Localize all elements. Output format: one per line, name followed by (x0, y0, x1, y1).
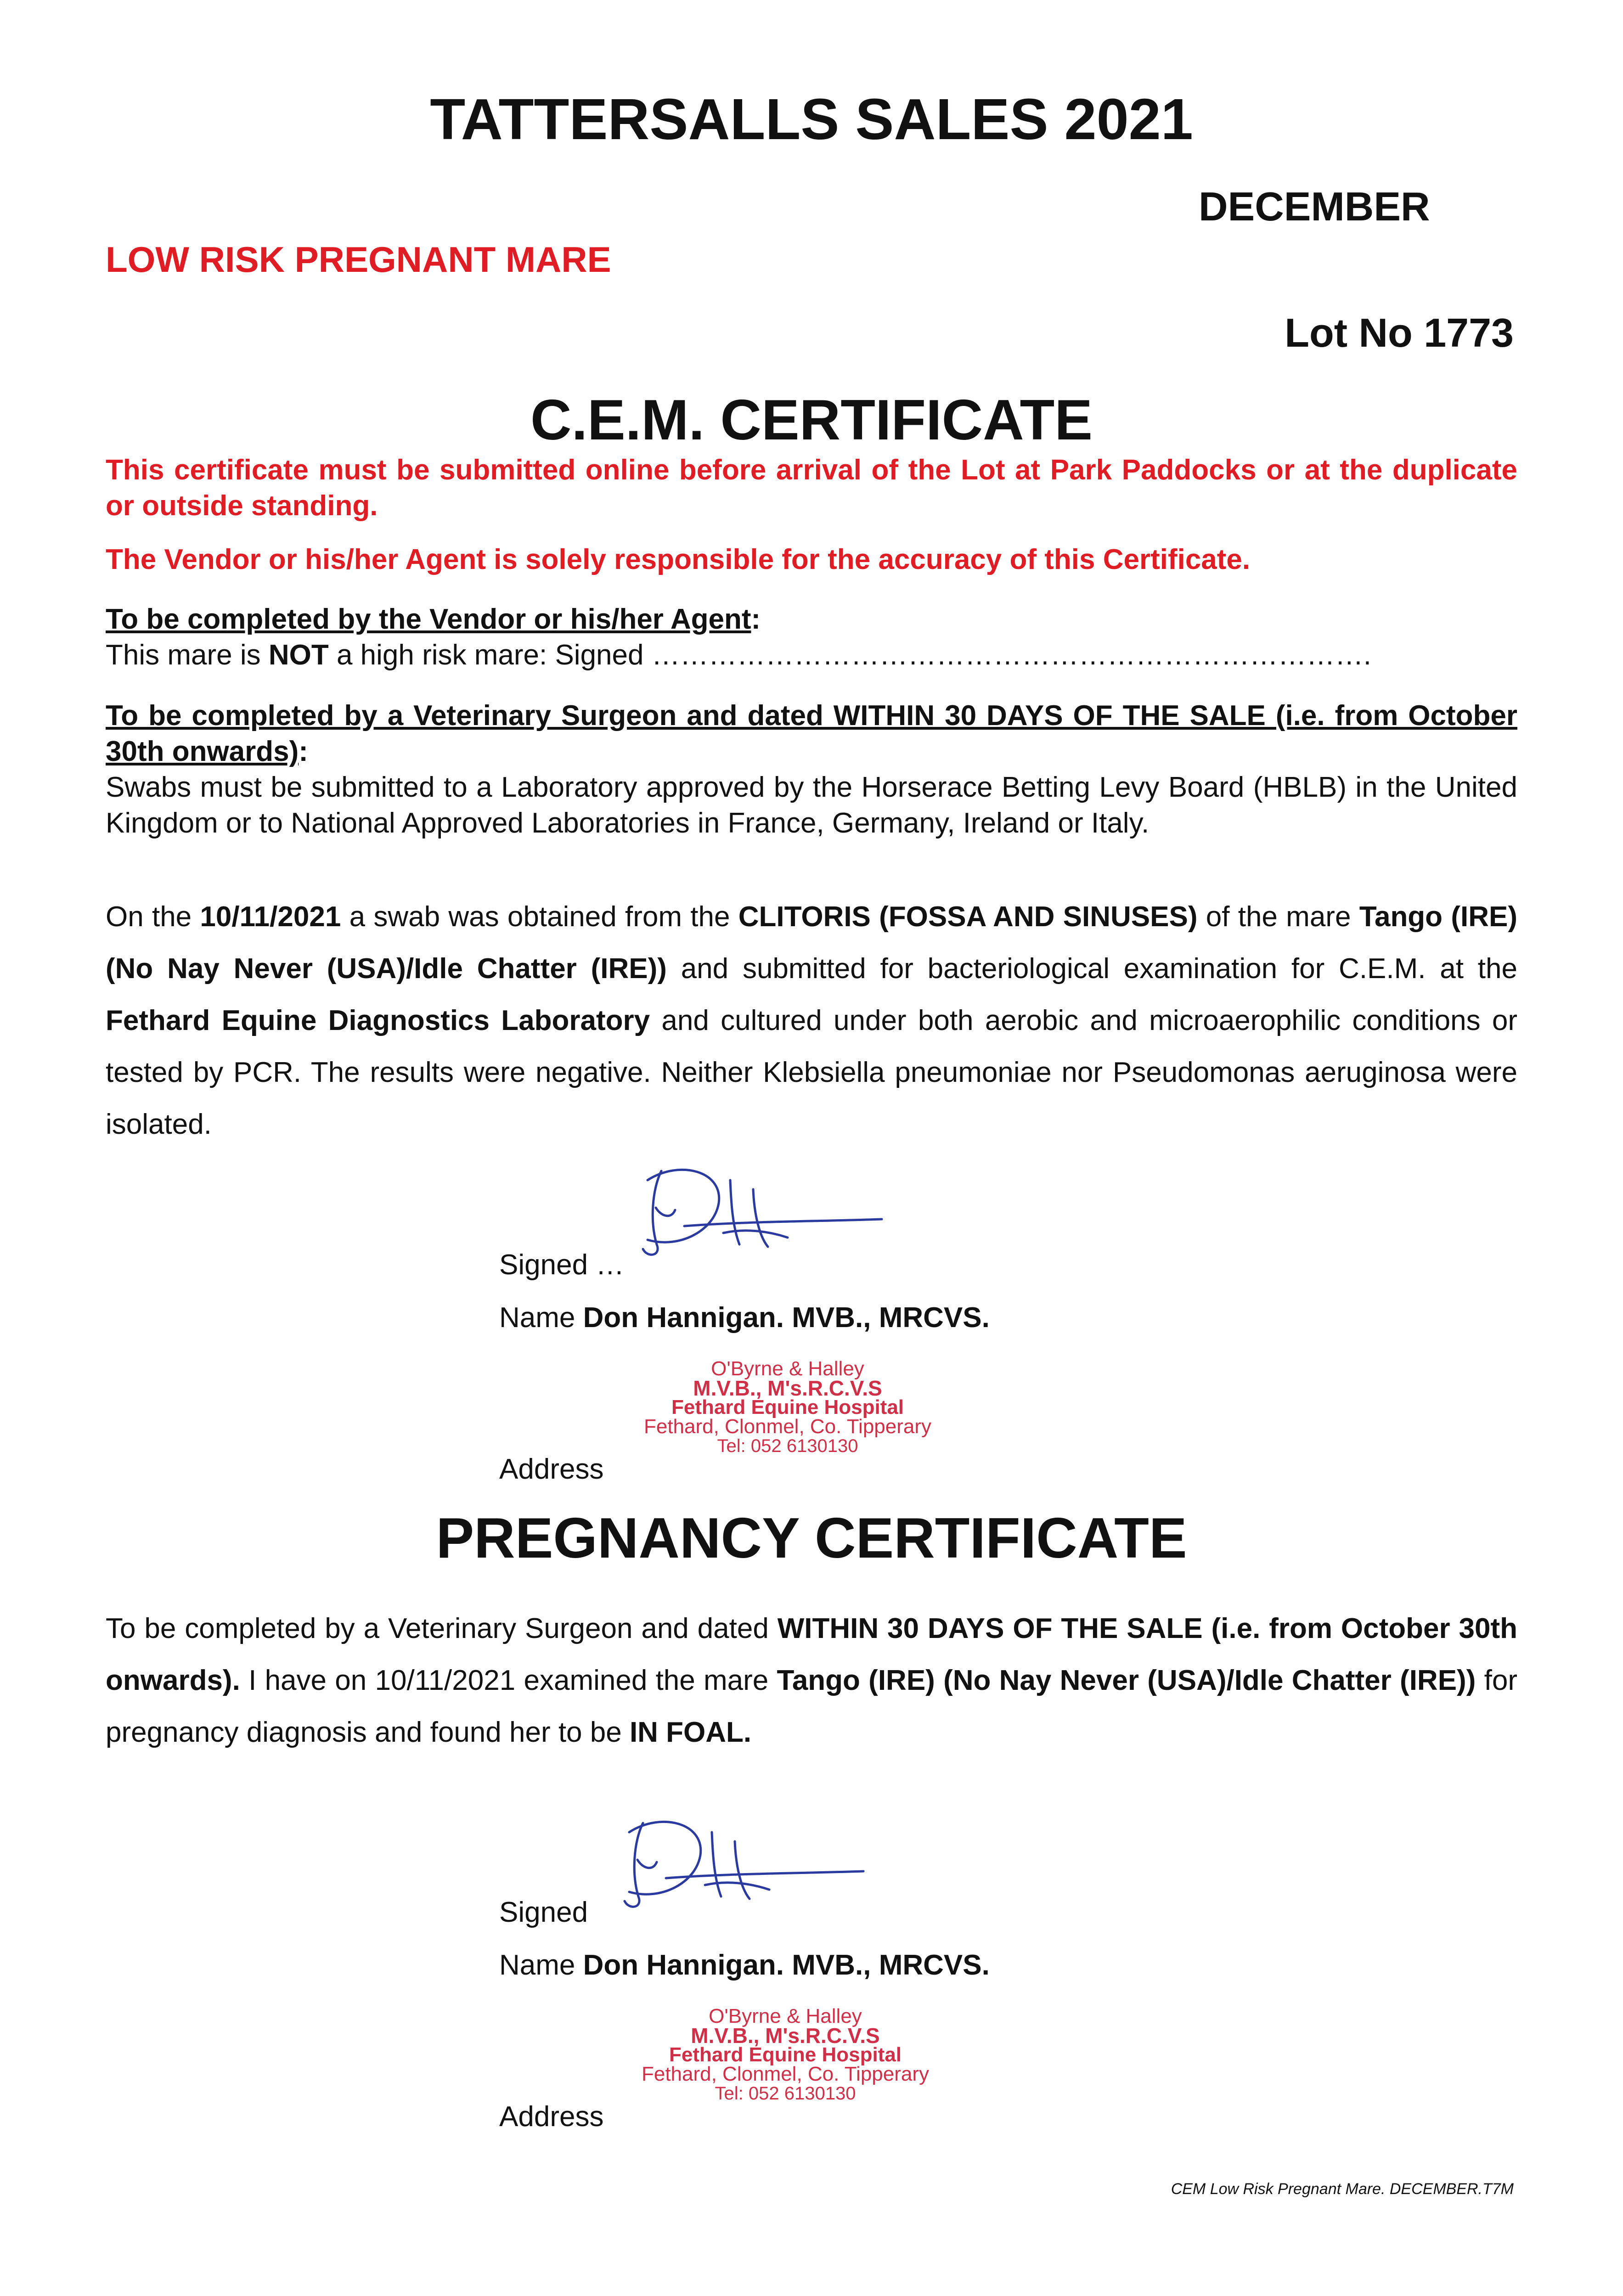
laboratory-name: Fethard Equine Diagnostics Laboratory (106, 1005, 650, 1036)
cem-statement (106, 891, 1517, 1150)
cem-certificate-title: C.E.M. CERTIFICATE (530, 388, 1093, 452)
stamp-line: M.V.B., M's.R.C.V.S (691, 2024, 880, 2048)
swab-site: CLITORIS (FOSSA AND SINUSES) (738, 901, 1198, 933)
cem-signed-label: Signed … (499, 1249, 625, 1281)
vendor-heading-colon: : (751, 603, 761, 635)
vet-heading (106, 698, 1517, 770)
pregnancy-signature (611, 1805, 868, 1915)
vendor-section (106, 602, 1517, 673)
cem-address-label: Address (499, 1453, 604, 1485)
cem-signature (629, 1153, 886, 1263)
cem-statement-text: On the (106, 901, 200, 933)
veterinary-section (106, 698, 1517, 841)
pregnancy-statement-text: I have on 10/11/2021 examined the mare (240, 1665, 777, 1696)
stamp-line: Fethard Equine Hospital (669, 2043, 902, 2066)
vet-heading-text: To be completed by a Veterinary Surgeon and dated WITHIN 30 DAYS OF THE SALE (i.e. from October 30th onwards) (106, 700, 1517, 767)
stamp-line: O'Byrne & Halley (711, 1357, 864, 1380)
stamp-line: Tel: 052 6130130 (717, 1436, 858, 1456)
cem-statement-text: and cultured under both aerobic and microaerophilic conditions or tested by PCR. The results were negative. Neither Klebsiella pneumoniae nor Pseudomonas aeruginosa were isolated. (106, 1005, 1517, 1140)
cem-vet-name (499, 1300, 990, 1336)
risk-category-label: LOW RISK PREGNANT MARE (106, 239, 611, 280)
cem-statement-text: of the mare (1197, 901, 1359, 933)
pregnancy-statement-text: To be completed by a Veterinary Surgeon and dated (106, 1613, 778, 1644)
swab-date: 10/11/2021 (200, 901, 341, 933)
stamp-line: M.V.B., M's.R.C.V.S (693, 1376, 882, 1400)
vendor-declaration (106, 637, 1517, 673)
vet-note: Swabs must be submitted to a Laboratory approved by the Horserace Betting Levy Board (HBLB) in the United Kingdom or to National Approved Laboratories in France, Germany, Ireland or Italy. (106, 771, 1517, 839)
stamp-line: O'Byrne & Halley (709, 2005, 862, 2027)
pregnancy-statement (106, 1603, 1517, 1758)
pregnancy-certificate-title: PREGNANCY CERTIFICATE (436, 1507, 1187, 1570)
name-label: Name (499, 1949, 583, 1981)
sale-month: DECEMBER (1199, 184, 1430, 229)
pregnancy-signed-label: Signed (499, 1896, 588, 1928)
vet-heading-colon: : (299, 736, 308, 767)
vendor-heading-text: To be completed by the Vendor or his/her Agent (106, 603, 751, 635)
cem-statement-text: a swab was obtained from the (341, 901, 738, 933)
document-footer: CEM Low Risk Pregnant Mare. DECEMBER.T7M (1171, 2180, 1514, 2198)
submission-notice: This certificate must be submitted online before arrival of the Lot at Park Paddocks or at the duplicate or outside standing. (106, 454, 1517, 522)
document-title: TATTERSALLS SALES 2021 (430, 87, 1193, 152)
vet-name-value: Don Hannigan. MVB., MRCVS. (583, 1302, 990, 1334)
practice-stamp (611, 2007, 960, 2103)
mare-name: Tango (IRE) (No Nay Never (USA)/Idle Chatter (IRE)) (106, 901, 1517, 985)
vendor-line-pre: This mare is (106, 639, 269, 671)
stamp-line: Fethard, Clonmel, Co. Tipperary (641, 2063, 930, 2085)
vendor-line-not: NOT (268, 639, 329, 671)
vendor-heading (106, 602, 1517, 637)
deadline-text: WITHIN 30 DAYS OF THE SALE (i.e. from October 30th onwards). (106, 1613, 1517, 1696)
vendor-line-post: a high risk mare: Signed …………………………………………………………………. (328, 639, 1371, 671)
stamp-line: Fethard Equine Hospital (671, 1396, 904, 1418)
name-label: Name (499, 1302, 583, 1334)
stamp-line: Fethard, Clonmel, Co. Tipperary (643, 1415, 932, 1438)
pregnancy-result: IN FOAL. (629, 1716, 752, 1748)
pregnancy-address-label: Address (499, 2101, 604, 2133)
vet-name-value: Don Hannigan. MVB., MRCVS. (583, 1949, 990, 1981)
cem-statement-text: and submitted for bacteriological examination for C.E.M. at the (666, 953, 1517, 985)
responsibility-notice: The Vendor or his/her Agent is solely responsible for the accuracy of this Certificate. (106, 544, 1251, 575)
mare-name: Tango (IRE) (No Nay Never (USA)/Idle Chatter (IRE)) (777, 1665, 1476, 1696)
pregnancy-vet-name (499, 1947, 990, 1984)
practice-stamp (613, 1359, 962, 1456)
stamp-line: Tel: 052 6130130 (715, 2083, 856, 2104)
pregnancy-statement-text: for pregnancy diagnosis and found her to be (106, 1665, 1517, 1748)
lot-number: Lot No 1773 (1285, 310, 1514, 355)
